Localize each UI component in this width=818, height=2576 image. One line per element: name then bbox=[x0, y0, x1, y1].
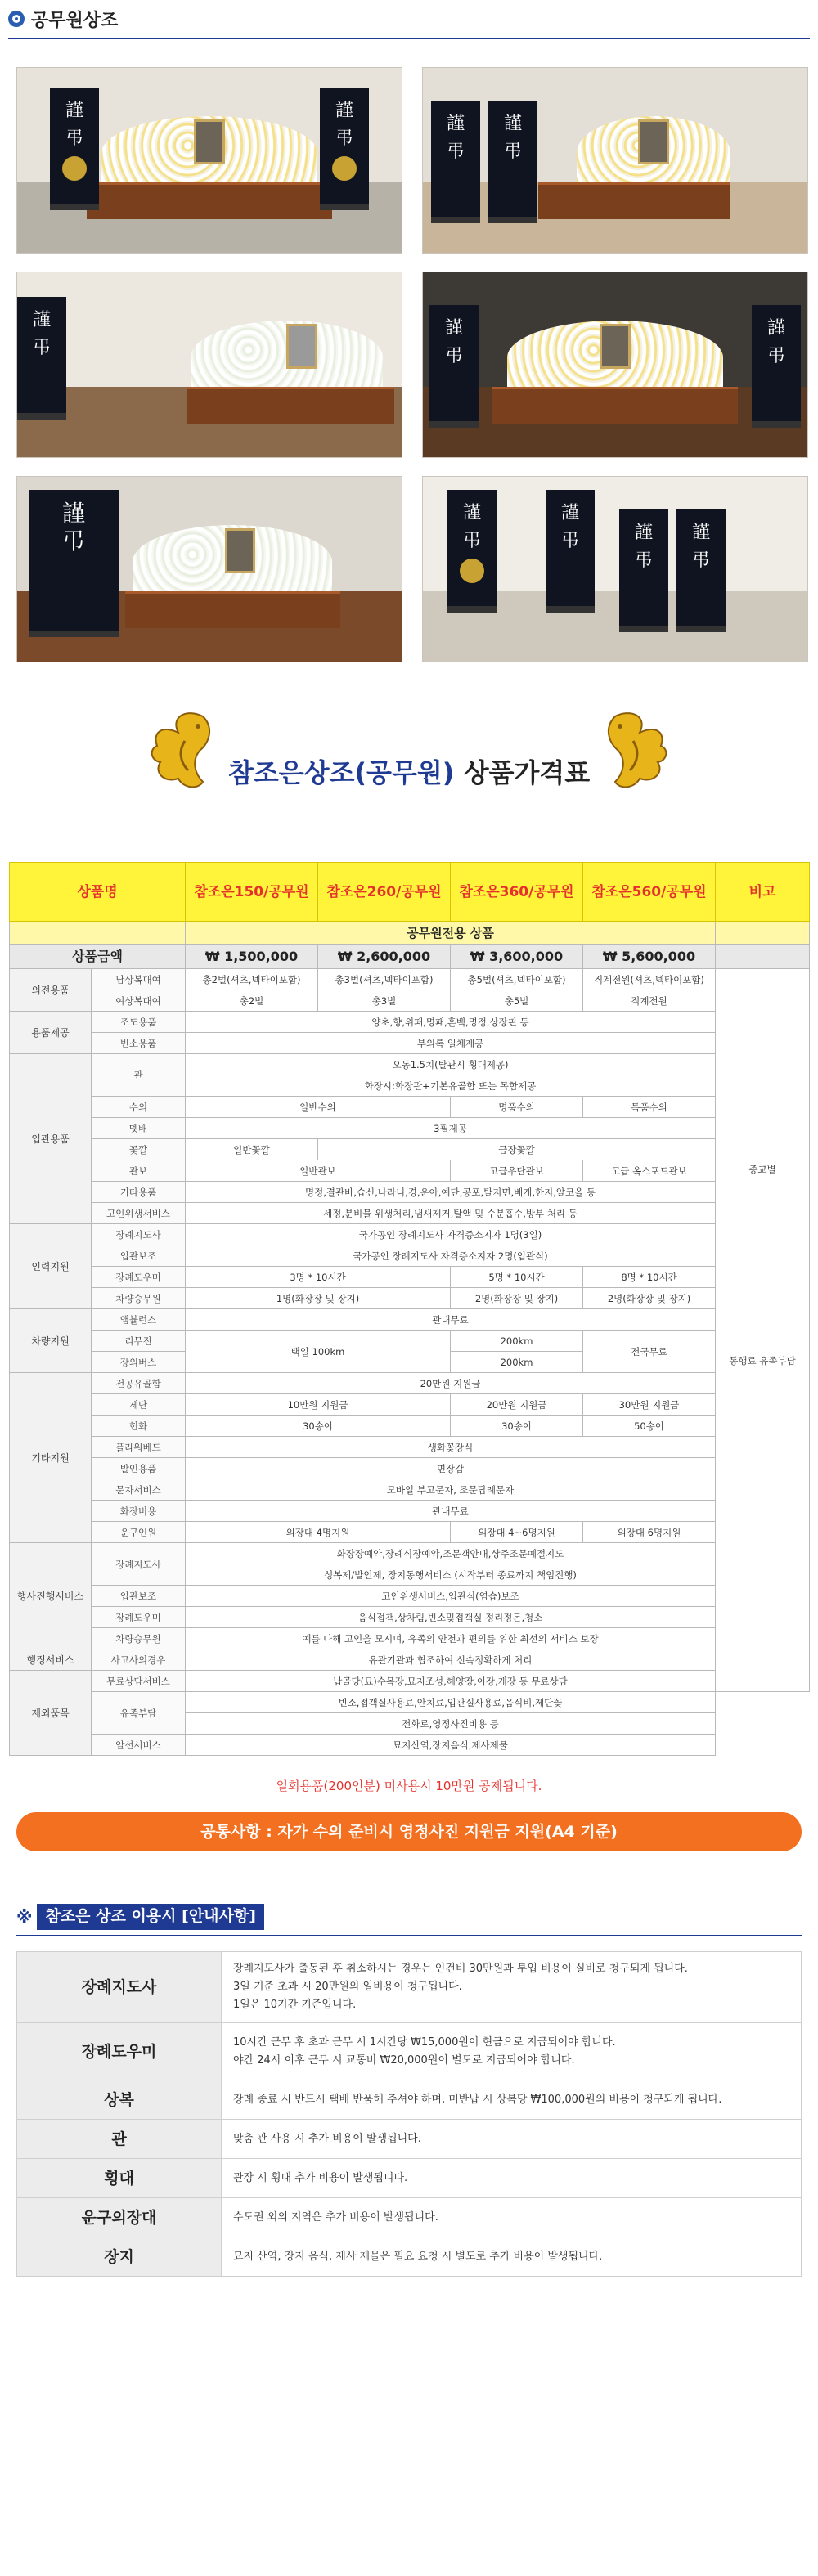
value-cell: 총3벌 bbox=[318, 990, 451, 1012]
common-notice-banner: 공통사항 : 자가 수의 준비시 영정사진 지원금 지원(A4 기준) bbox=[16, 1812, 802, 1851]
item-cell: 전공유골함 bbox=[92, 1373, 186, 1394]
photo-gallery bbox=[0, 39, 818, 662]
funeral-hall-photo bbox=[422, 67, 808, 254]
memorial-banner: 謹 弔 bbox=[676, 509, 726, 632]
usage-value bbox=[222, 1952, 802, 2023]
value-cell: 의장대 6명지원 bbox=[583, 1522, 716, 1543]
section-header bbox=[0, 0, 818, 38]
table-row bbox=[10, 1586, 810, 1607]
value-cell: 국가공인 장례지도사 자격증소지자 2명(입관식) bbox=[186, 1245, 716, 1267]
category-cell: 용품제공 bbox=[10, 1012, 92, 1054]
item-cell: 장의버스 bbox=[92, 1352, 186, 1373]
funeral-hall-photo bbox=[16, 476, 402, 662]
value-cell: 전국무료 bbox=[583, 1331, 716, 1373]
usage-value bbox=[222, 2080, 802, 2120]
bullet-icon bbox=[8, 11, 25, 27]
usage-line: 장례지도사가 출동된 후 취소하시는 경우는 인건비 30만원과 투입 비용이 실비로 청구되게 됩니다. bbox=[233, 1963, 688, 1975]
emblem-icon bbox=[460, 559, 484, 583]
table-row bbox=[10, 922, 810, 945]
value-cell: 50송이 bbox=[583, 1416, 716, 1437]
table-row bbox=[17, 2120, 802, 2159]
table-row bbox=[10, 1735, 810, 1756]
table-row bbox=[10, 1224, 810, 1245]
item-cell: 장례지도사 bbox=[92, 1224, 186, 1245]
item-cell: 제단 bbox=[92, 1394, 186, 1416]
table-row bbox=[10, 1394, 810, 1416]
value-cell: 화장시:화장관+기본유골함 또는 목함제공 bbox=[186, 1075, 716, 1097]
note-column bbox=[716, 969, 810, 1692]
memorial-banner: 謹 弔 bbox=[546, 490, 595, 613]
value-cell: 고급우단관보 bbox=[451, 1160, 583, 1182]
item-cell: 플라워베드 bbox=[92, 1437, 186, 1458]
category-cell: 의전용품 bbox=[10, 969, 92, 1012]
item-cell: 알선서비스 bbox=[92, 1735, 186, 1756]
value-cell: 전화로,영정사진비용 등 bbox=[186, 1713, 716, 1735]
usage-value bbox=[222, 2237, 802, 2277]
usage-line: 3일 기준 초과 시 20만원의 일비용이 청구됩니다. bbox=[233, 1981, 462, 1993]
item-cell: 관보 bbox=[92, 1160, 186, 1182]
value-cell: 생화꽃장식 bbox=[186, 1437, 716, 1458]
item-cell: 관 bbox=[92, 1054, 186, 1097]
item-cell: 남상복대여 bbox=[92, 969, 186, 990]
value-cell: 모바일 부고문자, 조문답례문자 bbox=[186, 1479, 716, 1501]
table-row bbox=[10, 1331, 810, 1352]
usage-key: 장례도우미 bbox=[17, 2023, 222, 2080]
emblem-icon bbox=[62, 156, 87, 181]
table-row bbox=[17, 2198, 802, 2237]
value-cell: 부의록 일체제공 bbox=[186, 1033, 716, 1054]
memorial-banner: 謹 弔 bbox=[320, 88, 369, 210]
item-cell: 운구인원 bbox=[92, 1522, 186, 1543]
value-cell: 묘지산역,장지음식,제사제물 bbox=[186, 1735, 716, 1756]
value-cell: 고인위생서비스,입관식(염습)보조 bbox=[186, 1586, 716, 1607]
value-cell: 택일 100km bbox=[186, 1331, 451, 1373]
header-plan-560: 참조은560/공무원 bbox=[583, 863, 716, 922]
usage-line: 수도권 외의 지역은 추가 비용이 발생됩니다. bbox=[233, 2210, 438, 2224]
memorial-banner: 謹 弔 bbox=[50, 88, 99, 210]
usage-value bbox=[222, 2198, 802, 2237]
value-cell: 음식접객,상차림,빈소및접객실 정리정돈,청소 bbox=[186, 1607, 716, 1628]
value-cell: 2명(화장장 및 장지) bbox=[451, 1288, 583, 1309]
value-cell: 2명(화장장 및 장지) bbox=[583, 1288, 716, 1309]
usage-line: 1일은 10기간 기준입니다. bbox=[233, 1999, 357, 2011]
usage-key: 횡대 bbox=[17, 2159, 222, 2198]
item-cell: 장례도우미 bbox=[92, 1267, 186, 1288]
value-cell: 5명 * 10시간 bbox=[451, 1267, 583, 1288]
value-cell: 고급 옥스포드관보 bbox=[583, 1160, 716, 1182]
item-cell: 차량승무원 bbox=[92, 1288, 186, 1309]
value-cell: 일반수의 bbox=[186, 1097, 451, 1118]
table-row bbox=[17, 2023, 802, 2080]
table-row bbox=[10, 1671, 810, 1692]
item-cell: 무료상담서비스 bbox=[92, 1671, 186, 1692]
usage-line: 묘지 산역, 장지 음식, 제사 제물은 필요 요청 시 별도로 추가 비용이 발생됩니다. bbox=[233, 2250, 603, 2263]
deduction-notice: 일회용품(200인분) 미사용시 10만원 공제됩니다. bbox=[276, 1779, 542, 1793]
item-cell: 여상복대여 bbox=[92, 990, 186, 1012]
table-header-row bbox=[10, 863, 810, 922]
memorial-banner: 謹 弔 bbox=[752, 305, 801, 428]
usage-section-header bbox=[16, 1902, 818, 1932]
item-cell: 입관보조 bbox=[92, 1245, 186, 1267]
table-row bbox=[10, 1267, 810, 1288]
table-row bbox=[10, 1458, 810, 1479]
category-cell: 행사진행서비스 bbox=[10, 1543, 92, 1649]
memorial-banner: 謹 弔 bbox=[429, 305, 479, 428]
table-row bbox=[10, 990, 810, 1012]
value-cell: 8명 * 10시간 bbox=[583, 1267, 716, 1288]
value-cell: 명품수의 bbox=[451, 1097, 583, 1118]
table-row bbox=[10, 945, 810, 969]
item-cell: 헌화 bbox=[92, 1416, 186, 1437]
category-cell: 제외품목 bbox=[10, 1671, 92, 1756]
table-row bbox=[10, 1118, 810, 1139]
item-cell: 리무진 bbox=[92, 1331, 186, 1352]
header-plan-260: 참조은260/공무원 bbox=[318, 863, 451, 922]
table-row bbox=[10, 1522, 810, 1543]
category-cell: 기타지원 bbox=[10, 1373, 92, 1543]
value-cell: 성복제/발인제, 장지동행서비스 (시작부터 종료까지 책임진행) bbox=[186, 1564, 716, 1586]
amount-cell: ₩ 1,500,000 bbox=[186, 945, 318, 969]
value-cell: 총3벌(셔츠,넥타이포함) bbox=[318, 969, 451, 990]
usage-line: 10시간 근무 후 초과 근무 시 1시간당 ₩15,000원이 현금으로 지급되어야 합니다. bbox=[233, 2035, 616, 2049]
table-row bbox=[17, 1952, 802, 2023]
value-cell: 의장대 4명지원 bbox=[186, 1522, 451, 1543]
amount-cell: ₩ 2,600,000 bbox=[318, 945, 451, 969]
usage-key: 장지 bbox=[17, 2237, 222, 2277]
usage-table bbox=[16, 1951, 802, 2277]
phoenix-icon bbox=[597, 708, 672, 793]
value-cell: 총5벌(셔츠,넥타이포함) bbox=[451, 969, 583, 990]
item-cell: 화장비용 bbox=[92, 1501, 186, 1522]
value-cell: 20만원 지원금 bbox=[186, 1373, 716, 1394]
value-cell: 오동1.5치(탈관시 횡대제공) bbox=[186, 1054, 716, 1075]
value-cell: 직계전원(셔츠,넥타이포함) bbox=[583, 969, 716, 990]
value-cell: 유관기관과 협조하여 신속정확하게 처리 bbox=[186, 1649, 716, 1671]
table-row bbox=[10, 1628, 810, 1649]
value-cell: 의장대 4~6명지원 bbox=[451, 1522, 583, 1543]
amount-label: 상품금액 bbox=[10, 945, 186, 969]
header-note: 비고 bbox=[716, 863, 810, 922]
value-cell: 20만원 지원금 bbox=[451, 1394, 583, 1416]
usage-line: 맞춤 관 사용 시 추가 비용이 발생됩니다. bbox=[233, 2132, 421, 2145]
header-product-name: 상품명 bbox=[10, 863, 186, 922]
usage-value bbox=[222, 2120, 802, 2159]
usage-key: 장례지도사 bbox=[17, 1952, 222, 2023]
item-cell: 꽃깔 bbox=[92, 1139, 186, 1160]
value-cell: 200km bbox=[451, 1352, 583, 1373]
item-cell: 입관보조 bbox=[92, 1586, 186, 1607]
memorial-banner: 謹 弔 bbox=[29, 490, 119, 637]
value-cell: 일반꽃깔 bbox=[186, 1139, 318, 1160]
value-cell: 3명 * 10시간 bbox=[186, 1267, 451, 1288]
item-cell: 차량승무원 bbox=[92, 1628, 186, 1649]
category-cell: 인력지원 bbox=[10, 1224, 92, 1309]
value-cell: 직계전원 bbox=[583, 990, 716, 1012]
usage-section-title: 참조은 상조 이용시 [안내사항] bbox=[37, 1904, 263, 1930]
value-cell: 30송이 bbox=[451, 1416, 583, 1437]
table-row bbox=[10, 1543, 810, 1564]
table-row bbox=[10, 1182, 810, 1203]
value-cell: 일반관보 bbox=[186, 1160, 451, 1182]
table-row bbox=[10, 1692, 810, 1713]
item-cell: 빈소용품 bbox=[92, 1033, 186, 1054]
price-table-title bbox=[0, 700, 818, 839]
item-cell: 수의 bbox=[92, 1097, 186, 1118]
table-row bbox=[10, 1288, 810, 1309]
usage-line: 관장 시 횡대 추가 비용이 발생됩니다. bbox=[233, 2171, 408, 2184]
table-row bbox=[10, 1501, 810, 1522]
value-cell: 관내무료 bbox=[186, 1501, 716, 1522]
usage-key: 운구의장대 bbox=[17, 2198, 222, 2237]
value-cell: 3필제공 bbox=[186, 1118, 716, 1139]
table-row bbox=[10, 1373, 810, 1394]
note-toll: 통행료 유족부담 bbox=[729, 1355, 796, 1367]
funeral-hall-photo bbox=[422, 272, 808, 458]
price-title: 참조은상조(공무원) 상품가격표 bbox=[227, 757, 591, 788]
item-cell: 장례도우미 bbox=[92, 1607, 186, 1628]
table-row bbox=[17, 2080, 802, 2120]
table-row bbox=[10, 1437, 810, 1458]
table-row bbox=[10, 1033, 810, 1054]
item-cell: 발인용품 bbox=[92, 1458, 186, 1479]
value-cell: 양초,향,위패,명패,혼백,명정,상장핀 등 bbox=[186, 1012, 716, 1033]
usage-line: 장례 종료 시 반드시 택배 반품해 주셔야 하며, 미반납 시 상복당 ₩100,000원의 비용이 청구되게 됩니다. bbox=[233, 2093, 722, 2106]
value-cell: 200km bbox=[451, 1331, 583, 1352]
table-row bbox=[10, 1309, 810, 1331]
value-cell: 10만원 지원금 bbox=[186, 1394, 451, 1416]
category-cell: 차량지원 bbox=[10, 1309, 92, 1373]
value-cell: 세정,분비물 위생처리,냄새제거,탈액 및 수분흡수,방부 처리 등 bbox=[186, 1203, 716, 1224]
usage-divider bbox=[16, 1935, 802, 1936]
usage-line: 야간 24시 이후 근무 시 교통비 ₩20,000원이 별도로 지급되어야 합니다. bbox=[233, 2053, 575, 2067]
value-cell: 납골당(묘)수목장,묘지조성,해양장,이장,개장 등 무료상담 bbox=[186, 1671, 716, 1692]
memorial-banner: 謹 弔 bbox=[488, 101, 537, 223]
memorial-banner: 謹 弔 bbox=[619, 509, 668, 632]
value-cell: 관내무료 bbox=[186, 1309, 716, 1331]
amount-cell: ₩ 5,600,000 bbox=[583, 945, 716, 969]
usage-key: 관 bbox=[17, 2120, 222, 2159]
value-cell: 금장꽃깔 bbox=[318, 1139, 716, 1160]
memorial-banner: 謹 弔 bbox=[17, 297, 66, 420]
section-title: 공무원상조 bbox=[31, 10, 119, 31]
category-cell: 입관용품 bbox=[10, 1054, 92, 1224]
amount-cell: ₩ 3,600,000 bbox=[451, 945, 583, 969]
funeral-hall-photo bbox=[16, 272, 402, 458]
value-cell: 예를 다해 고인을 모시며, 유족의 안전과 편의를 위한 최선의 서비스 보장 bbox=[186, 1628, 716, 1649]
table-row bbox=[17, 2159, 802, 2198]
value-cell: 면장갑 bbox=[186, 1458, 716, 1479]
item-cell: 고인위생서비스 bbox=[92, 1203, 186, 1224]
value-cell: 빈소,접객실사용료,안치료,입관실사용료,음식비,제단꽃 bbox=[186, 1692, 716, 1713]
table-row bbox=[10, 1012, 810, 1033]
value-cell: 30송이 bbox=[186, 1416, 451, 1437]
table-row bbox=[10, 1479, 810, 1501]
emblem-icon bbox=[332, 156, 357, 181]
usage-value bbox=[222, 2159, 802, 2198]
value-cell: 명정,결관바,습신,나라니,경,운아,예단,공포,탈지면,베개,한지,알코올 등 bbox=[186, 1182, 716, 1203]
item-cell: 기타용품 bbox=[92, 1182, 186, 1203]
value-cell: 총5벌 bbox=[451, 990, 583, 1012]
table-row bbox=[10, 969, 810, 990]
price-table bbox=[9, 862, 810, 1756]
value-cell: 특품수의 bbox=[583, 1097, 716, 1118]
note-religion: 종교별 bbox=[748, 1164, 776, 1175]
funeral-hall-photo bbox=[16, 67, 402, 254]
memorial-banner: 謹 弔 bbox=[431, 101, 480, 223]
table-row bbox=[17, 2237, 802, 2277]
item-cell: 사고사의경우 bbox=[92, 1649, 186, 1671]
funeral-hall-photo bbox=[422, 476, 808, 662]
table-row bbox=[10, 1139, 810, 1160]
item-cell: 멧배 bbox=[92, 1118, 186, 1139]
header-plan-360: 참조은360/공무원 bbox=[451, 863, 583, 922]
table-row bbox=[10, 1160, 810, 1182]
table-row bbox=[10, 1416, 810, 1437]
exclusive-label: 공무원전용 상품 bbox=[186, 922, 716, 945]
table-row bbox=[10, 1054, 810, 1075]
usage-key: 상복 bbox=[17, 2080, 222, 2120]
usage-value bbox=[222, 2023, 802, 2080]
item-cell: 장례지도사 bbox=[92, 1543, 186, 1586]
reference-mark-icon: ※ bbox=[16, 1907, 33, 1927]
value-cell: 1명(화장장 및 장지) bbox=[186, 1288, 451, 1309]
item-cell: 유족부담 bbox=[92, 1692, 186, 1735]
table-row bbox=[10, 1649, 810, 1671]
table-row bbox=[10, 1607, 810, 1628]
value-cell: 총2벌(셔츠,넥타이포함) bbox=[186, 969, 318, 990]
table-row bbox=[10, 1245, 810, 1267]
item-cell: 문자서비스 bbox=[92, 1479, 186, 1501]
item-cell: 조도용품 bbox=[92, 1012, 186, 1033]
item-cell: 앰뷸런스 bbox=[92, 1309, 186, 1331]
value-cell: 화장장예약,장례식장예약,조문객안내,상주조문예절지도 bbox=[186, 1543, 716, 1564]
table-row bbox=[10, 1203, 810, 1224]
category-cell: 행정서비스 bbox=[10, 1649, 92, 1671]
value-cell: 30만원 지원금 bbox=[583, 1394, 716, 1416]
table-row bbox=[10, 1097, 810, 1118]
value-cell: 국가공인 장례지도사 자격증소지자 1명(3일) bbox=[186, 1224, 716, 1245]
value-cell: 총2벌 bbox=[186, 990, 318, 1012]
header-plan-150: 참조은150/공무원 bbox=[186, 863, 318, 922]
memorial-banner: 謹 弔 bbox=[447, 490, 497, 613]
